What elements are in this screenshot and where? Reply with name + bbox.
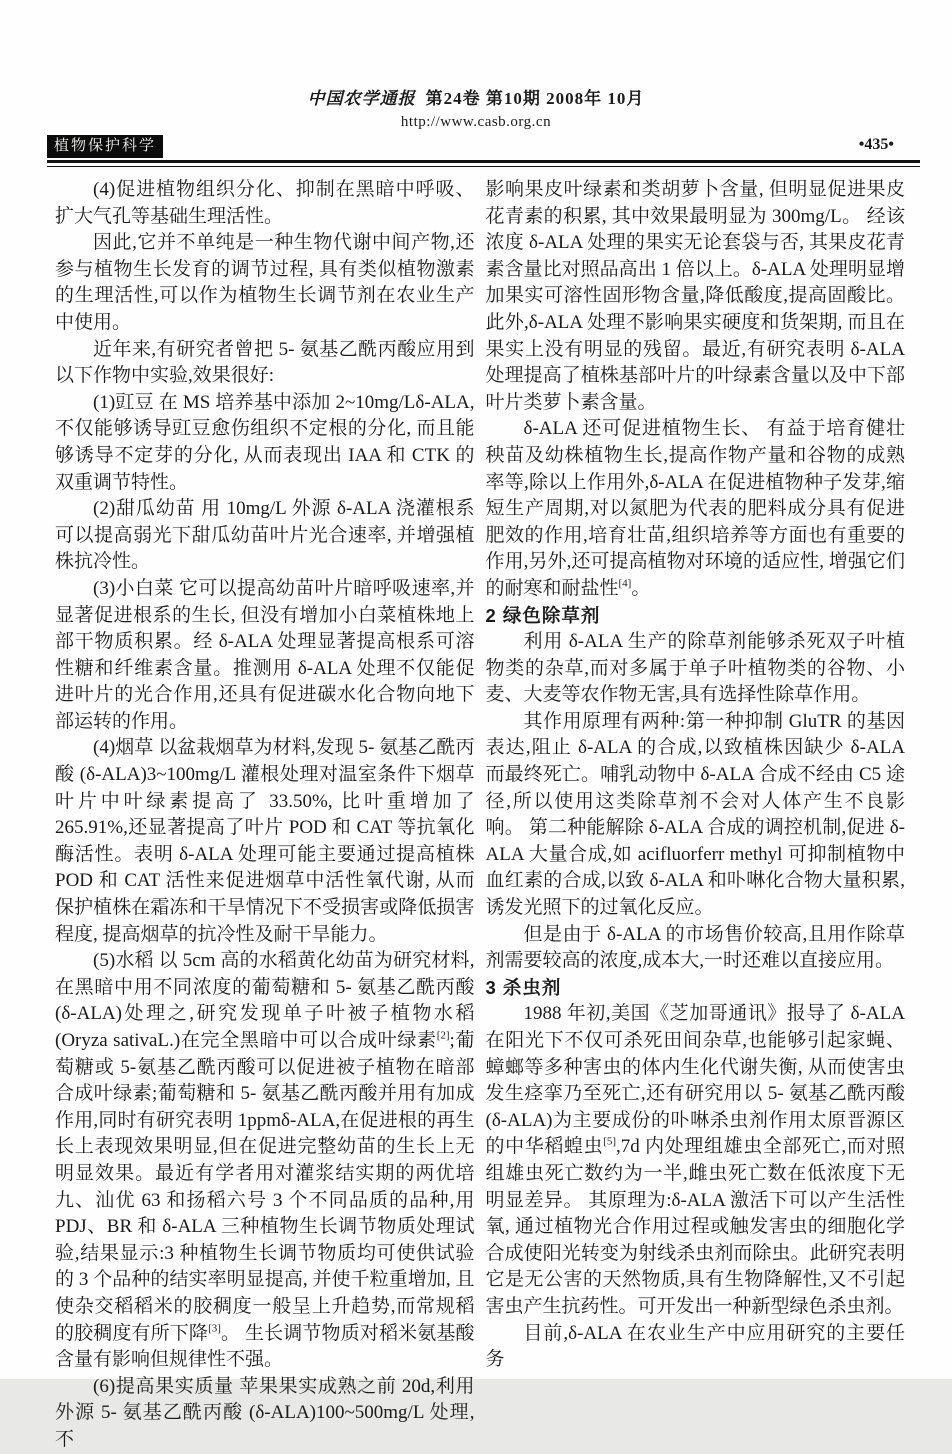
paragraph: (5)水稻 以 5cm 高的水稻黄化幼苗为研究材料,在黑暗中用不同浓度的葡萄糖和 5- 氨基乙酰丙酸(δ-ALA)处理之,研究发现单子叶被子植物水稻(Oryza sativaL.)在完全黑暗中可以合成叶绿素[2];葡萄糖或 5-氨基乙酰丙酸可以促进被子植物在暗部合成叶绿素;葡萄糖和 5- 氨基乙酰丙酸并用有加成作用,同时有研究表明 1ppmδ-ALA,在促进根的再生长上表现效果明显,但在促进完整幼苗的生长上无明显效果。最近有学者用对灌浆结实期的两优培九、汕优 63 和扬稻六号 3 个不同品质的品种,用 PDJ、BR 和 δ-ALA 三种植物生长调节物质处理试验,结果显示:3 种植物生长调节物质均可使供试验的 3 个品种的结实率明显提高, 并使千粒重增加, 且使杂交稻稻米的胶稠度一般呈上升趋势,而常规稻的胶稠度有所下降[3]。 生长调节物质对稻米氨基酸含量有影响但规律性不强。 (55, 950, 475, 1371)
paragraph: (1)豇豆 在 MS 培养基中添加 2~10mg/Lδ-ALA,不仅能够诱导豇豆愈伤组织不定根的分化, 而且能够诱导不定芽的分化, 从而表现出 IAA 和 CTK 的双重调节特性。 (55, 391, 475, 493)
paragraph: δ-ALA 还可促进植物生长、 有益于培育健壮秧苗及幼株植物生长,提高作物产量和谷物的成熟率等,除以上作用外,δ-ALA 在促进植物种子发芽,缩短生产周期,对以氮肥为代表的肥料成分具有促进肥效的作用,培育壮苗,组织培养等方面也有重要的作用,另外,还可提高植物对环境的适应性, 增强它们的耐寒和耐盐性[4]。 (485, 418, 905, 599)
section-heading-insecticide: 3 杀虫剂 (485, 976, 562, 998)
header-double-rule (47, 160, 920, 167)
paragraph: 但是由于 δ-ALA 的市场售价较高,且用作除草剂需要较高的浓度,成本大,一时还难以直接应用。 (485, 923, 905, 972)
paragraph: 其作用原理有两种:第一种抑制 GluTR 的基因表达,阻止 δ-ALA 的合成,以致植株因缺少 δ-ALA 而最终死亡。哺乳动物中 δ-ALA 合成不经由 C5 途径,所以使用这类除草剂不会对人体产生不良影响。 第二种能解除 δ-ALA 合成的调控机制,促进 δ-ALA 大量合成,如 acifluorferr methyl 可抑制植物中血红素的合成,以致 δ-ALA 和卟啉化合物大量积累,诱发光照下的过氧化反应。 (485, 710, 905, 919)
journal-url: http://www.casb.org.cn (400, 114, 552, 130)
page-number: •435• (858, 136, 894, 153)
article-body (0, 167, 952, 1454)
page-header (0, 0, 952, 131)
paragraph: 利用 δ-ALA 生产的除草剂能够杀死双子叶植物类的杂草,而对多属于单子叶植物类的谷物、小麦、大麦等农作物无害,具有选择性除草作用。 (485, 631, 905, 706)
paragraph: 因此,它并不单纯是一种生物代谢中间产物,还参与植物生长发育的调节过程, 具有类似植物激素的生理活性,可以作为植物生长调节剂在农业生产中使用。 (55, 232, 475, 333)
paragraph: (3)小白菜 它可以提高幼苗叶片暗呼吸速率,并显著促进根系的生长, 但没有增加小白菜植株地上部干物质积累。经 δ-ALA 处理显著提高根系可溶性糖和纤维素含量。推测用 δ-ALA 处理不仅能促进叶片的光合作用,还具有促进碳水化合物向地下部运转的作用。 (55, 577, 475, 732)
right-column (486, 177, 906, 1454)
journal-issue-info: 第24卷 第10期 2008年 10月 (425, 89, 645, 108)
journal-title: 中国农学通报 (307, 89, 416, 108)
paragraph: 影响果皮叶绿素和类胡萝卜含量, 但明显促进果皮花青素的积累, 其中效果最明显为 300mg/L。 经该浓度 δ-ALA 处理的果实无论套袋与否, 其果皮花青素含量比对照品高出 1 倍以上。δ-ALA 处理明显增加果实可溶性固形物含量,降低酸度,提高固酸比。此外,δ-ALA 处理不影响果实硬度和货架期, 而且在果实上没有明显的残留。最近,有研究表明 δ-ALA 处理提高了植株基部叶片的叶绿素含量以及中下部叶片类萝卜素含量。 (485, 179, 905, 413)
header-bar (0, 132, 952, 158)
paragraph: (6)提高果实质量 苹果果实成熟之前 20d,利用外源 5- 氨基乙酰丙酸 (δ-ALA)100~500mg/L 处理,不 (55, 1375, 475, 1450)
paragraph: (2)甜瓜幼苗 用 10mg/L 外源 δ-ALA 浇灌根系可以提高弱光下甜瓜幼苗叶片光合速率, 并增强植株抗冷性。 (55, 498, 475, 573)
paragraph: 1988 年初,美国《芝加哥通讯》报导了 δ-ALA 在阳光下不仅可杀死田间杂草,也能够引起家蝇、蟑螂等多种害虫的体内生化代谢失衡, 从而使害虫发生痉挛乃至死亡,还有研究用以 5- 氨基乙酰丙酸(δ-ALA)为主要成份的卟啉杀虫剂作用太原晋源区的中华稻蝗虫[5],7d 内处理组雄虫全部死亡,而对照组雄虫死亡数约为一半,雌虫死亡数在低浓度下无明显差异。 其原理为:δ-ALA 激活下可以产生活性氧, 通过植物光合作用过程或触发害虫的细胞化学合成使阳光转变为射线杀虫剂而除虫。此研究表明它是无公害的天然物质,具有生物降解性,又不引起害虫产生抗药性。可开发出一种新型绿色杀虫剂。 (485, 1003, 905, 1317)
paragraph: (4)促进植物组织分化、抑制在黑暗中呼吸、扩大气孔等基础生理活性。 (55, 179, 475, 227)
paragraph: 近年来,有研究者曾把 5- 氨基乙酰丙酸应用到以下作物中实验,效果很好: (55, 338, 475, 387)
left-column (55, 177, 475, 1454)
section-heading-herbicide: 2 绿色除草剂 (485, 604, 601, 626)
paragraph: 目前,δ-ALA 在农业生产中应用研究的主要任务 (485, 1322, 905, 1371)
journal-masthead (0, 84, 952, 109)
section-label: 植物保护科学 (47, 135, 163, 158)
paragraph: (4)烟草 以盆栽烟草为材料,发现 5- 氨基乙酰丙酸 (δ-ALA)3~100mg/L 灌根处理对温室条件下烟草叶片中叶绿素提高了 33.50%, 比叶重增加了 265.91%,还显著提高了叶片 POD 和 CAT 等抗氧化酶活性。表明 δ-ALA 处理可能主要通过提高植株 POD 和 CAT 活性来促进烟草中活性氧代谢, 从而保护植株在霜冻和干旱情况下不受损害或降低损害程度, 提高烟草的抗冷性及耐干旱能力。 (55, 737, 475, 945)
